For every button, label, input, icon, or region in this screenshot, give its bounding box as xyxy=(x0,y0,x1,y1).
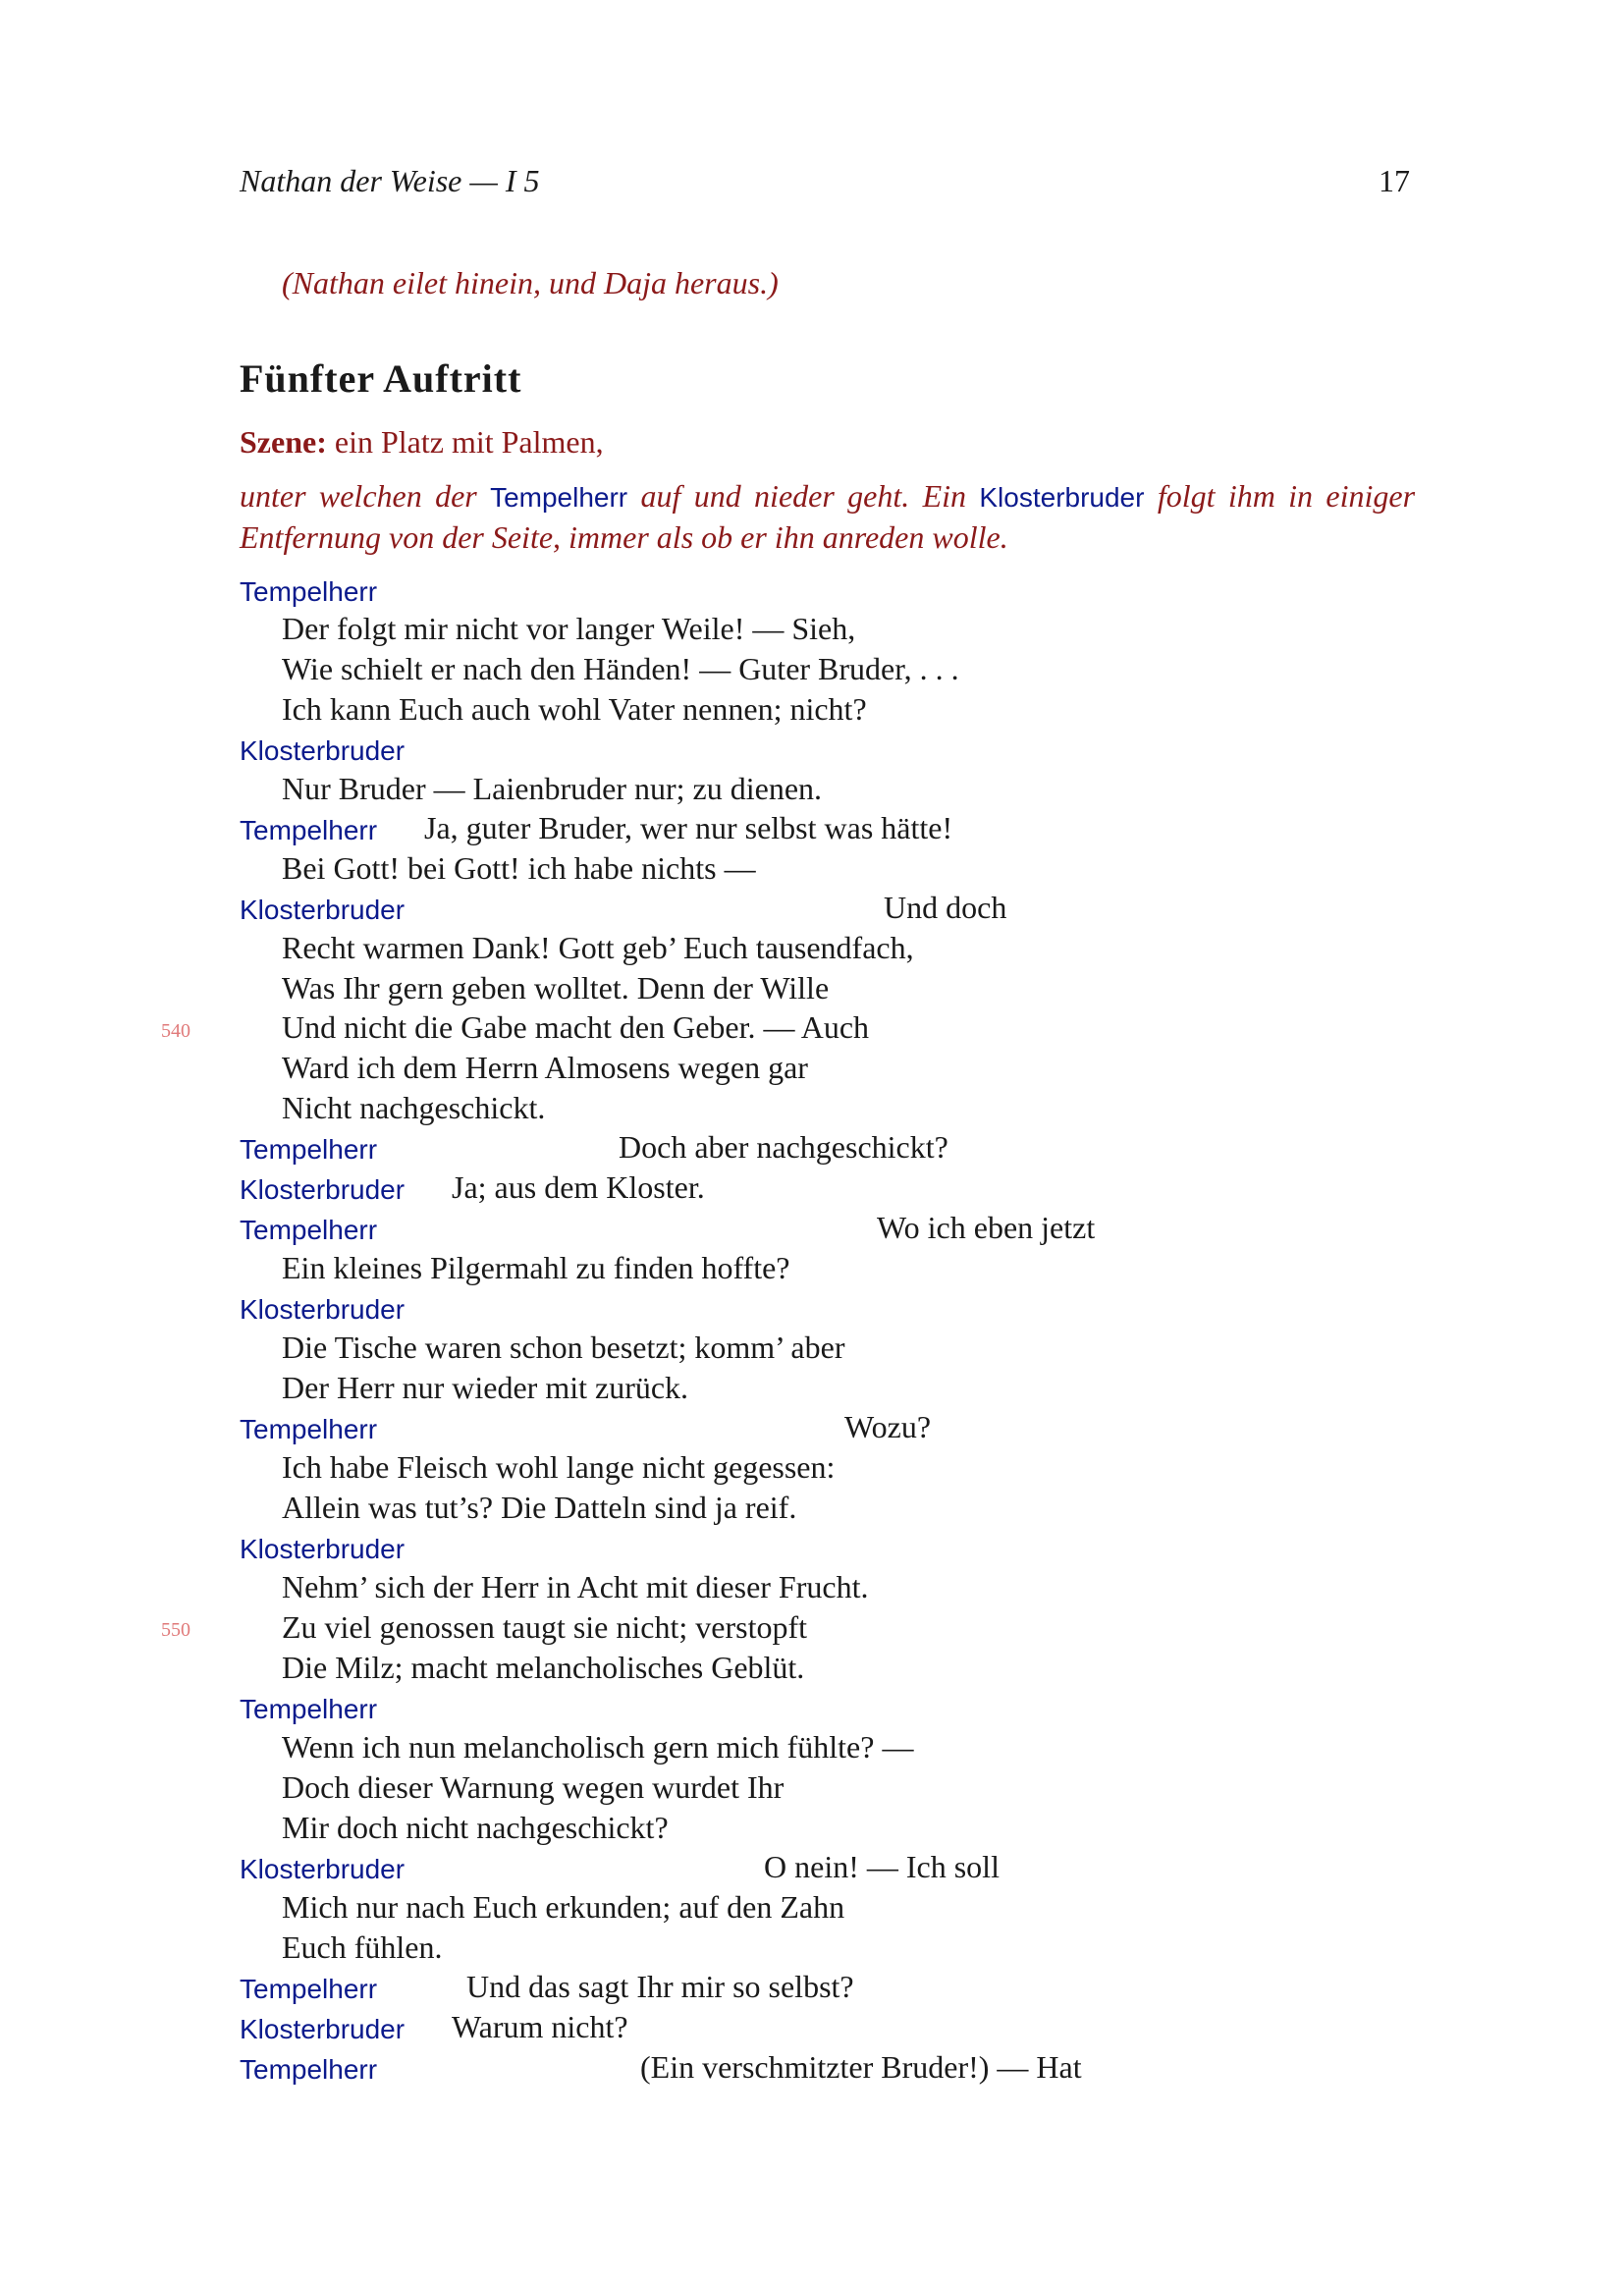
verse-line: Doch dieser Warnung wegen wurdet Ihr xyxy=(282,1769,785,1805)
speaker-label: Tempelherr xyxy=(240,1414,378,1444)
verse-line: Und doch xyxy=(884,890,1007,925)
speaker-label: Klosterbruder xyxy=(240,1294,406,1325)
verse-line: Und nicht die Gabe macht den Geber. — Auch xyxy=(282,1009,870,1045)
scene-desc-part-2: auf und nieder geht. Ein xyxy=(640,478,967,514)
verse-line: Zu viel genossen taugt sie nicht; verstopft xyxy=(282,1609,807,1645)
scene-desc-speaker-tempelherr: Tempelherr xyxy=(490,482,628,513)
scene-label: Szene: xyxy=(240,424,327,460)
verse-line: Wo ich eben jetzt xyxy=(877,1210,1096,1245)
scene-text: ein Platz mit Palmen, xyxy=(334,424,604,460)
verse-line: Warum nicht? xyxy=(452,2009,628,2044)
scene-desc-part-1: unter welchen der xyxy=(240,478,477,514)
verse-line: Recht warmen Dank! Gott geb’ Euch tausendfach, xyxy=(282,930,914,965)
verse-line: Die Milz; macht melancholisches Geblüt. xyxy=(282,1650,805,1685)
speaker-label: Tempelherr xyxy=(240,576,378,607)
scene-desc-part-3: folgt ihm in einiger Entfernung von der Seite, immer als ob er ihn anreden wolle. xyxy=(240,478,1416,555)
verse-line: Ich habe Fleisch wohl lange nicht gegessen: xyxy=(282,1449,836,1485)
speaker-label: Klosterbruder xyxy=(240,1534,406,1564)
speaker-label: Klosterbruder xyxy=(240,1174,406,1205)
verse-line: Was Ihr gern geben wolltet. Denn der Wille xyxy=(282,970,830,1005)
scene-setting xyxy=(240,424,604,461)
verse-line: Bei Gott! bei Gott! ich habe nichts — xyxy=(282,850,756,886)
verse-line: Wenn ich nun melancholisch gern mich fühlte? — xyxy=(282,1729,914,1765)
verse-line: Die Tische waren schon besetzt; komm’ aber xyxy=(282,1330,845,1365)
verse-line: Nur Bruder — Laienbruder nur; zu dienen. xyxy=(282,771,823,806)
speaker-label: Tempelherr xyxy=(240,815,378,845)
verse-line: (Ein verschmitzter Bruder!) — Hat xyxy=(640,2049,1082,2085)
speaker-label: Klosterbruder xyxy=(240,1854,406,1884)
scene-desc-speaker-klosterbruder: Klosterbruder xyxy=(979,482,1145,513)
verse-line: O nein! — Ich soll xyxy=(764,1849,1000,1884)
verse-line: Wozu? xyxy=(844,1409,932,1444)
speaker-label: Klosterbruder xyxy=(240,735,406,766)
verse-line: Nehm’ sich der Herr in Acht mit dieser Frucht. xyxy=(282,1569,869,1604)
verse-line: Ein kleines Pilgermahl zu finden hoffte? xyxy=(282,1250,790,1285)
verse-line: Euch fühlen. xyxy=(282,1929,443,1965)
scene-description xyxy=(240,476,1415,557)
speaker-label: Tempelherr xyxy=(240,2054,378,2085)
line-number: 540 xyxy=(161,1020,190,1042)
verse-line: Der folgt mir nicht vor langer Weile! — Sieh, xyxy=(282,611,856,646)
scene-heading: Fünfter Auftritt xyxy=(240,356,522,401)
verse-line: Nicht nachgeschickt. xyxy=(282,1090,546,1125)
verse-line: Der Herr nur wieder mit zurück. xyxy=(282,1370,689,1405)
verse-line: Ward ich dem Herrn Almosens wegen gar xyxy=(282,1050,808,1085)
speaker-label: Klosterbruder xyxy=(240,895,406,925)
speaker-label: Tempelherr xyxy=(240,1134,378,1165)
stage-direction: (Nathan eilet hinein, und Daja heraus.) xyxy=(282,265,779,300)
verse-line: Mir doch nicht nachgeschickt? xyxy=(282,1810,669,1845)
line-number: 550 xyxy=(161,1619,190,1641)
speaker-label: Tempelherr xyxy=(240,1215,378,1245)
verse-line: Und das sagt Ihr mir so selbst? xyxy=(466,1969,854,2004)
verse-line: Allein was tut’s? Die Datteln sind ja reif. xyxy=(282,1490,797,1525)
verse-line: Ja; aus dem Kloster. xyxy=(452,1169,705,1205)
verse-line: Doch aber nachgeschickt? xyxy=(619,1129,948,1165)
running-header-title: Nathan der Weise — I 5 xyxy=(240,163,540,198)
verse-line: Mich nur nach Euch erkunden; auf den Zahn xyxy=(282,1889,845,1925)
speaker-label: Tempelherr xyxy=(240,1974,378,2004)
verse-line: Wie schielt er nach den Händen! — Guter Bruder, . . . xyxy=(282,651,959,686)
page-number: 17 xyxy=(1379,163,1410,198)
speaker-label: Klosterbruder xyxy=(240,2014,406,2044)
verse-line: Ich kann Euch auch wohl Vater nennen; nicht? xyxy=(282,691,867,727)
verse-line: Ja, guter Bruder, wer nur selbst was hätte! xyxy=(424,810,953,845)
speaker-label: Tempelherr xyxy=(240,1694,378,1724)
